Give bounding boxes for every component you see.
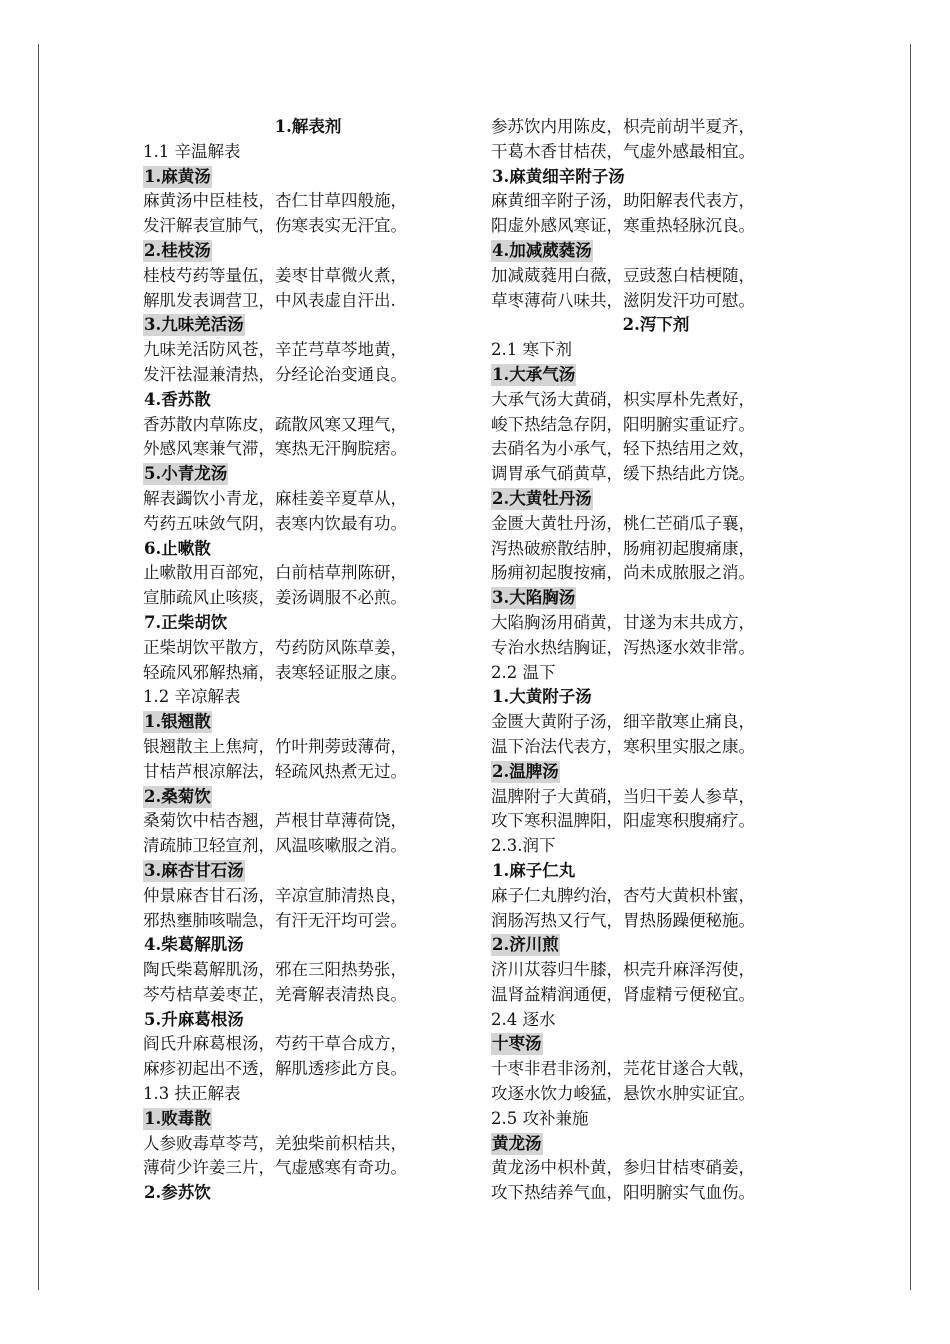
- formula-heading: 1.败毒散: [144, 1108, 211, 1128]
- section-heading: 2.泻下剂: [622, 315, 690, 335]
- left-column: [143, 115, 473, 1206]
- verse-line: 陶氏柴葛解肌汤，邪在三阳热势张，: [143, 960, 407, 980]
- formula-heading: 3.麻黄细辛附子汤: [492, 166, 625, 186]
- verse-line: 解肌发表调营卫，中风表虚自汗出.: [143, 290, 396, 310]
- formula-heading: 1.大承气汤: [492, 364, 576, 384]
- formula-heading-row: [143, 388, 473, 413]
- verse-line: 银翘散主上焦疴，竹叶荆蒡豉薄荷，: [143, 736, 407, 756]
- verse-line: 外感风寒兼气滞，寒热无汗胸脘痞。: [143, 439, 407, 459]
- formula-heading-row: [143, 859, 473, 884]
- formula-heading-row: [143, 462, 473, 487]
- formula-heading: 6.止嗽散: [144, 538, 211, 558]
- formula-heading: 2.温脾汤: [492, 761, 559, 781]
- verse-line: 麻子仁丸脾约治，杏芍大黄枳朴蜜，: [491, 885, 755, 905]
- formula-heading-row: [491, 933, 821, 958]
- formula-heading-row: [491, 165, 821, 190]
- formula-heading: 4.香苏散: [144, 389, 211, 409]
- verse-line: 发汗祛湿兼清热，分经论治变通良。: [143, 364, 407, 384]
- verse-line: 大承气汤大黄硝，枳实厚朴先煮好，: [491, 389, 755, 409]
- formula-heading: 3.大陷胸汤: [492, 588, 576, 608]
- formula-heading-row: [491, 859, 821, 884]
- formula-heading-row: [143, 933, 473, 958]
- formula-heading-row: [143, 165, 473, 190]
- right-margin-line: [910, 44, 911, 1290]
- verse-line: 济川苁蓉归牛膝，枳壳升麻泽泻使，: [491, 960, 755, 980]
- subsection-heading: 2.5 攻补兼施: [491, 1108, 589, 1128]
- verse-line: 温肾益精润通便，肾虚精亏便秘宜。: [491, 984, 755, 1004]
- formula-heading-row: [143, 1181, 473, 1206]
- verse-line: 桑菊饮中桔杏翘，芦根甘草薄荷饶，: [143, 811, 407, 831]
- formula-heading: 1.麻子仁丸: [492, 860, 576, 880]
- verse-line: 参苏饮内用陈皮，枳壳前胡半夏齐，: [491, 117, 755, 136]
- formula-heading-row: [491, 586, 821, 611]
- formula-heading-row: [491, 760, 821, 785]
- verse-line: 调胃承气硝黄草，缓下热结此方饶。: [491, 464, 755, 484]
- verse-line: 峻下热结急存阴，阳明腑实重证疗。: [491, 414, 755, 434]
- verse-line: 麻黄汤中臣桂枝，杏仁甘草四般施，: [143, 191, 407, 211]
- verse-line: 芩芍桔草姜枣芷，羌膏解表清热良。: [143, 984, 407, 1004]
- left-margin-line: [38, 44, 39, 1290]
- verse-line: 十枣非君非汤剂，芫花甘遂合大戟，: [491, 1059, 755, 1079]
- formula-heading-row: [491, 1132, 821, 1157]
- formula-heading-row: [491, 487, 821, 512]
- formula-heading: 1.银翘散: [144, 712, 211, 732]
- formula-heading-row: [491, 1032, 821, 1057]
- formula-heading: 2.参苏饮: [144, 1183, 211, 1203]
- formula-heading-row: [143, 1107, 473, 1132]
- verse-line: 大陷胸汤用硝黄，甘遂为末共成方，: [491, 612, 755, 632]
- subsection-heading: 1.2 辛凉解表: [143, 687, 241, 707]
- subsection-heading: 2.4 逐水: [491, 1009, 556, 1029]
- verse-line: 仲景麻杏甘石汤，辛凉宣肺清热良，: [143, 885, 407, 905]
- formula-heading: 3.九味羌活汤: [144, 315, 244, 335]
- formula-heading-row: [143, 785, 473, 810]
- formula-heading: 2.大黄牡丹汤: [492, 488, 592, 508]
- formula-heading-row: [143, 710, 473, 735]
- verse-line: 攻下热结养气血，阳明腑实气血伤。: [491, 1183, 755, 1203]
- verse-line: 泻热破瘀散结肿，肠痈初起腹痛康，: [491, 538, 755, 558]
- verse-line: 轻疏风邪解热痛，表寒轻证服之康。: [143, 662, 407, 682]
- subsection-heading: 2.2 温下: [491, 662, 556, 682]
- formula-heading: 1.麻黄汤: [144, 166, 211, 186]
- formula-heading-row: [491, 239, 821, 264]
- subsection-heading: 1.3 扶正解表: [143, 1084, 241, 1104]
- verse-line: 邪热壅肺咳喘急，有汗无汗均可尝。: [143, 910, 407, 930]
- formula-heading: 黄龙汤: [492, 1133, 542, 1153]
- verse-line: 芍药五味敛气阴，表寒内饮最有功。: [143, 513, 407, 533]
- formula-heading-row: [491, 685, 821, 710]
- verse-line: 攻逐水饮力峻猛，悬饮水肿实证宜。: [491, 1084, 755, 1104]
- section-heading: 1.解表剂: [274, 117, 342, 136]
- verse-line: 金匮大黄牡丹汤，桃仁芒硝瓜子襄，: [491, 513, 755, 533]
- formula-heading: 2.济川煎: [492, 935, 559, 955]
- formula-heading: 2.桂枝汤: [144, 240, 211, 260]
- verse-line: 解表蠲饮小青龙，麻桂姜辛夏草从，: [143, 488, 407, 508]
- formula-heading-row: [143, 313, 473, 338]
- formula-heading: 4.加减葳蕤汤: [492, 240, 592, 260]
- formula-heading: 十枣汤: [492, 1034, 542, 1054]
- verse-line: 草枣薄荷八味共，滋阴发汗功可慰。: [491, 290, 755, 310]
- verse-line: 香苏散内草陈皮，疏散风寒又理气，: [143, 414, 407, 434]
- formula-heading: 4.柴葛解肌汤: [144, 935, 244, 955]
- verse-line: 攻下寒积温脾阳，阳虚寒积腹痛疗。: [491, 811, 755, 831]
- subsection-heading: 2.1 寒下剂: [491, 340, 572, 360]
- formula-heading: 5.小青龙汤: [144, 464, 228, 484]
- verse-line: 金匮大黄附子汤，细辛散寒止痛良，: [491, 712, 755, 732]
- formula-heading: 1.大黄附子汤: [492, 687, 592, 707]
- verse-line: 桂枝芍药等量伍，姜枣甘草微火煮，: [143, 265, 407, 285]
- verse-line: 发汗解表宣肺气，伤寒表实无汗宜。: [143, 216, 407, 236]
- formula-heading: 2.桑菊饮: [144, 786, 211, 806]
- verse-line: 止嗽散用百部宛，白前桔草荆陈研，: [143, 563, 407, 583]
- verse-line: 人参败毒草苓芎，羌独柴前枳桔共，: [143, 1133, 407, 1153]
- right-column: [491, 115, 821, 1206]
- formula-heading: 7.正柴胡饮: [144, 612, 228, 632]
- verse-line: 阳虚外感风寒证，寒重热轻脉沉良。: [491, 216, 755, 236]
- verse-line: 正柴胡饮平散方，芍药防风陈草姜，: [143, 637, 407, 657]
- formula-heading-row: [143, 239, 473, 264]
- verse-line: 去硝名为小承气，轻下热结用之效，: [491, 439, 755, 459]
- formula-heading-row: [143, 611, 473, 636]
- verse-line: 薄荷少许姜三片，气虚感寒有奇功。: [143, 1158, 407, 1178]
- verse-line: 宣肺疏风止咳痰，姜汤调服不必煎。: [143, 588, 407, 608]
- formula-heading-row: [491, 363, 821, 388]
- formula-heading: 5.升麻葛根汤: [144, 1009, 244, 1029]
- verse-line: 温脾附子大黄硝，当归干姜人参草，: [491, 786, 755, 806]
- verse-line: 甘桔芦根凉解法，轻疏风热煮无过。: [143, 761, 407, 781]
- verse-line: 肠痈初起腹按痛，尚未成脓服之消。: [491, 563, 755, 583]
- verse-line: 麻黄细辛附子汤，助阳解表代表方，: [491, 191, 755, 211]
- verse-line: 润肠泻热又行气，胃热肠躁便秘施。: [491, 910, 755, 930]
- verse-line: 九味羌活防风苍，辛芷芎草芩地黄，: [143, 340, 407, 360]
- verse-line: 温下治法代表方，寒积里实服之康。: [491, 736, 755, 756]
- verse-line: 阎氏升麻葛根汤，芍药干草合成方，: [143, 1034, 407, 1054]
- verse-line: 专治水热结胸证，泻热逐水效非常。: [491, 637, 755, 657]
- verse-line: 加减葳蕤用白薇，豆豉葱白桔梗随，: [491, 265, 755, 285]
- formula-heading-row: [143, 1008, 473, 1033]
- verse-line: 清疏肺卫轻宣剂，风温咳嗽服之消。: [143, 836, 407, 856]
- verse-line: 黄龙汤中枳朴黄，参归甘桔枣硝姜，: [491, 1158, 755, 1178]
- formula-heading: 3.麻杏甘石汤: [144, 860, 244, 880]
- subsection-heading: 1.1 辛温解表: [143, 141, 241, 161]
- verse-line: 麻疹初起出不透，解肌透疹此方良。: [143, 1059, 407, 1079]
- formula-heading-row: [143, 537, 473, 562]
- verse-line: 干葛木香甘桔茯，气虚外感最相宜。: [491, 141, 755, 161]
- subsection-heading: 2.3.润下: [491, 836, 556, 856]
